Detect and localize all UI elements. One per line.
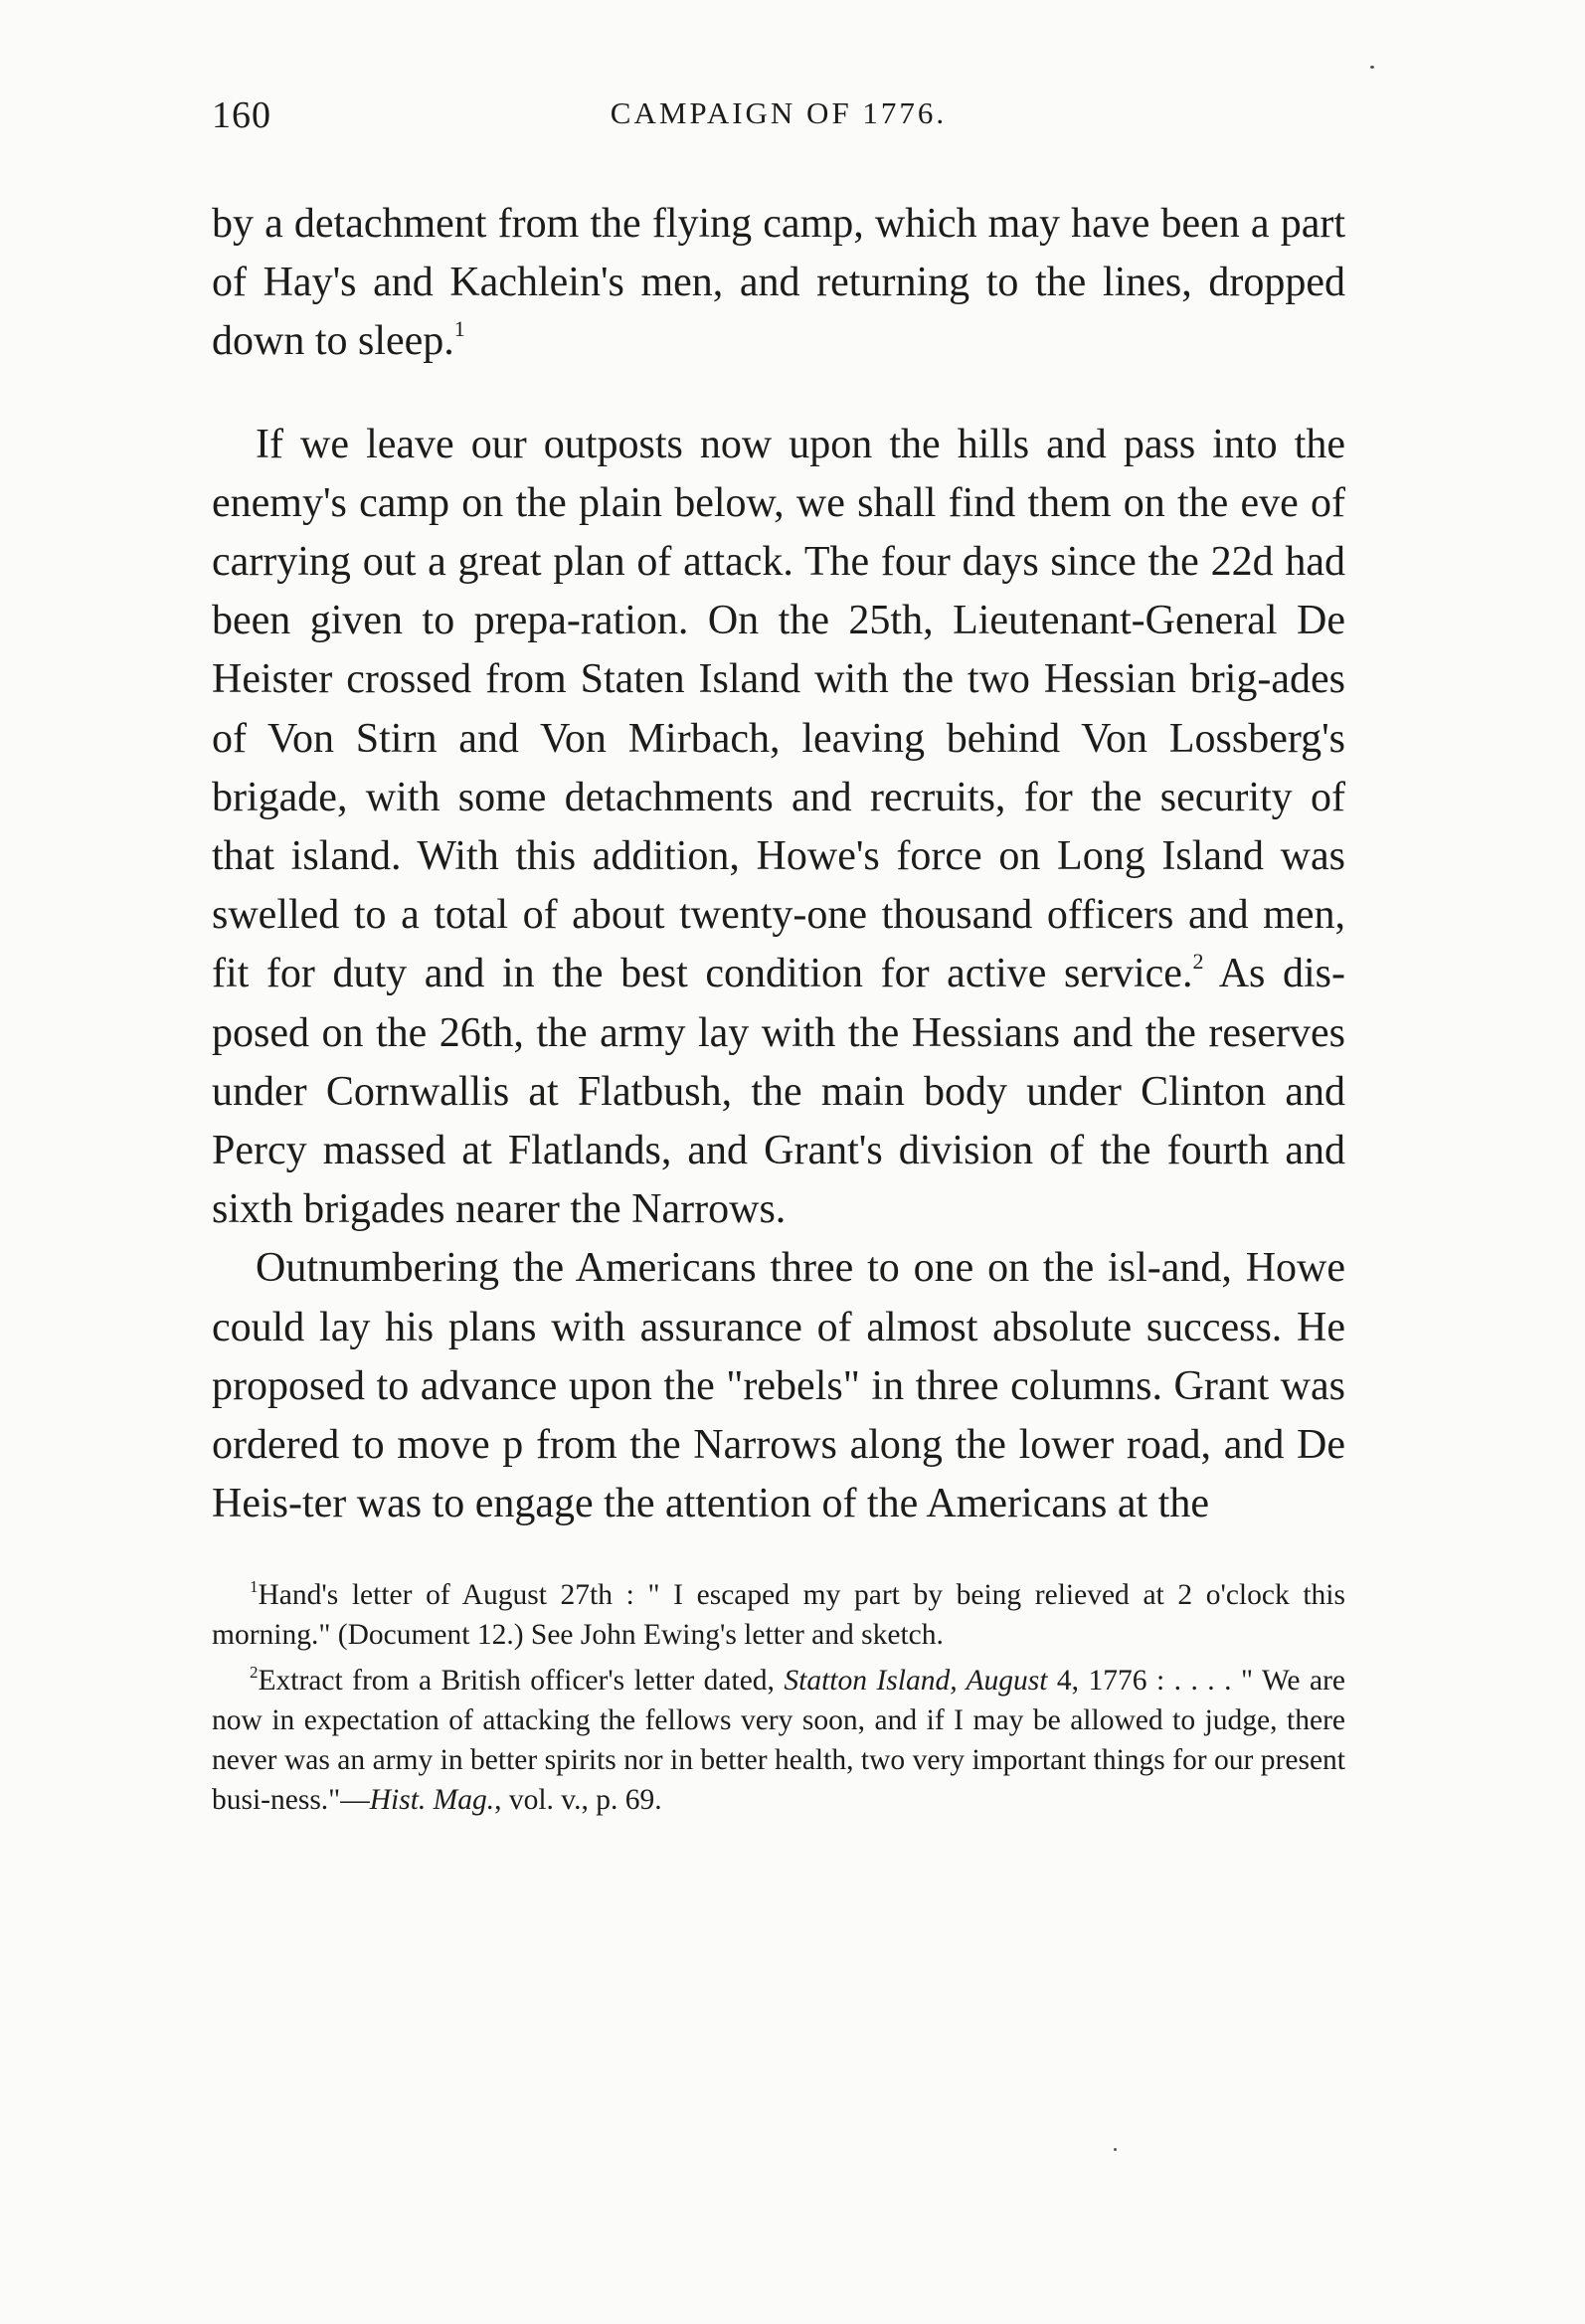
paragraph-2	[212, 416, 1345, 1240]
paragraph-3-text: Outnumbering the Americans three to one on the isl-and, Howe could lay his plans with assurance of almost absolute success. He proposed to advance upon the "rebels" in three columns. Grant was ordered to move p from the Narrows along the lower road, and De Heis-ter was to engage the attention of the Americans at the	[212, 1245, 1345, 1527]
footnote-2-italic-b: Hist. Mag.	[369, 1784, 495, 1817]
footnote-2-text-a: Extract from a British officer's letter dated,	[258, 1665, 785, 1698]
paragraph-3	[212, 1239, 1345, 1533]
paragraph-2-text-b: As dis-posed on the 26th, the army lay with the Hessians and the reserves under Cornwallis at Flatbush, the main body under Clinton and Percy massed at Flatlands, and Grant's division of the fourth and sixth brigades nearer the Narrows.	[212, 951, 1345, 1233]
page-header	[212, 80, 1345, 139]
footnote-1-number: 1	[250, 1577, 259, 1597]
footnote-2-italic-a: Statton Island, August	[784, 1665, 1048, 1698]
footnote-1-text: Hand's letter of August 27th : " I escaped my part by being relieved at 2 o'clock this morning." (Document 12.) See John Ewing's letter and sketch.	[212, 1579, 1345, 1652]
book-page	[212, 80, 1345, 1826]
running-head: CAMPAIGN OF 1776.	[610, 95, 948, 130]
footnote-ref-1: 1	[453, 316, 465, 342]
paper-speck	[1114, 2148, 1117, 2151]
footnote-ref-2: 2	[1192, 949, 1204, 975]
footnote-2-text-c: , vol. v., p. 69.	[494, 1784, 662, 1817]
paragraph-2-text-a: If we leave our outposts now upon the hills and pass into the enemy's camp on the plain below, we shall find them on the eve of carrying out a great plan of attack. The four days since the 22d had been given to prepa-ration. On the 25th, Lieutenant-General De Heister crossed from Staten Island with the two Hessian brig-ades of Von Stirn and Von Mirbach, leaving behind Von Lossberg's brigade, with some detachments and recruits, for the security of that island. With this addition, Howe's force on Long Island was swelled to a total of about twenty-one thousand officers and men, fit for duty and in the best condition for active service.	[212, 421, 1345, 997]
paragraph-1-text: by a detachment from the flying camp, which may have been a part of Hay's and Kachlein's men, and returning to the lines, dropped down to sleep.	[212, 201, 1345, 365]
paper-speck	[1370, 66, 1374, 69]
footnote-2-number: 2	[250, 1663, 259, 1683]
footnote-2	[212, 1661, 1345, 1820]
footnote-1	[212, 1575, 1345, 1655]
paragraph-1	[212, 195, 1345, 372]
body-text	[212, 195, 1345, 1533]
footnotes	[212, 1575, 1345, 1820]
page-number: 160	[212, 94, 271, 136]
footnote-2-text-b: 4, 1776 : . . . . " We are now in expectation of attacking the fellows very soon, and if I may be allowed to judge, there never was an army in better spirits nor in better health, two very important things for our present busi-ness."—	[212, 1665, 1345, 1817]
